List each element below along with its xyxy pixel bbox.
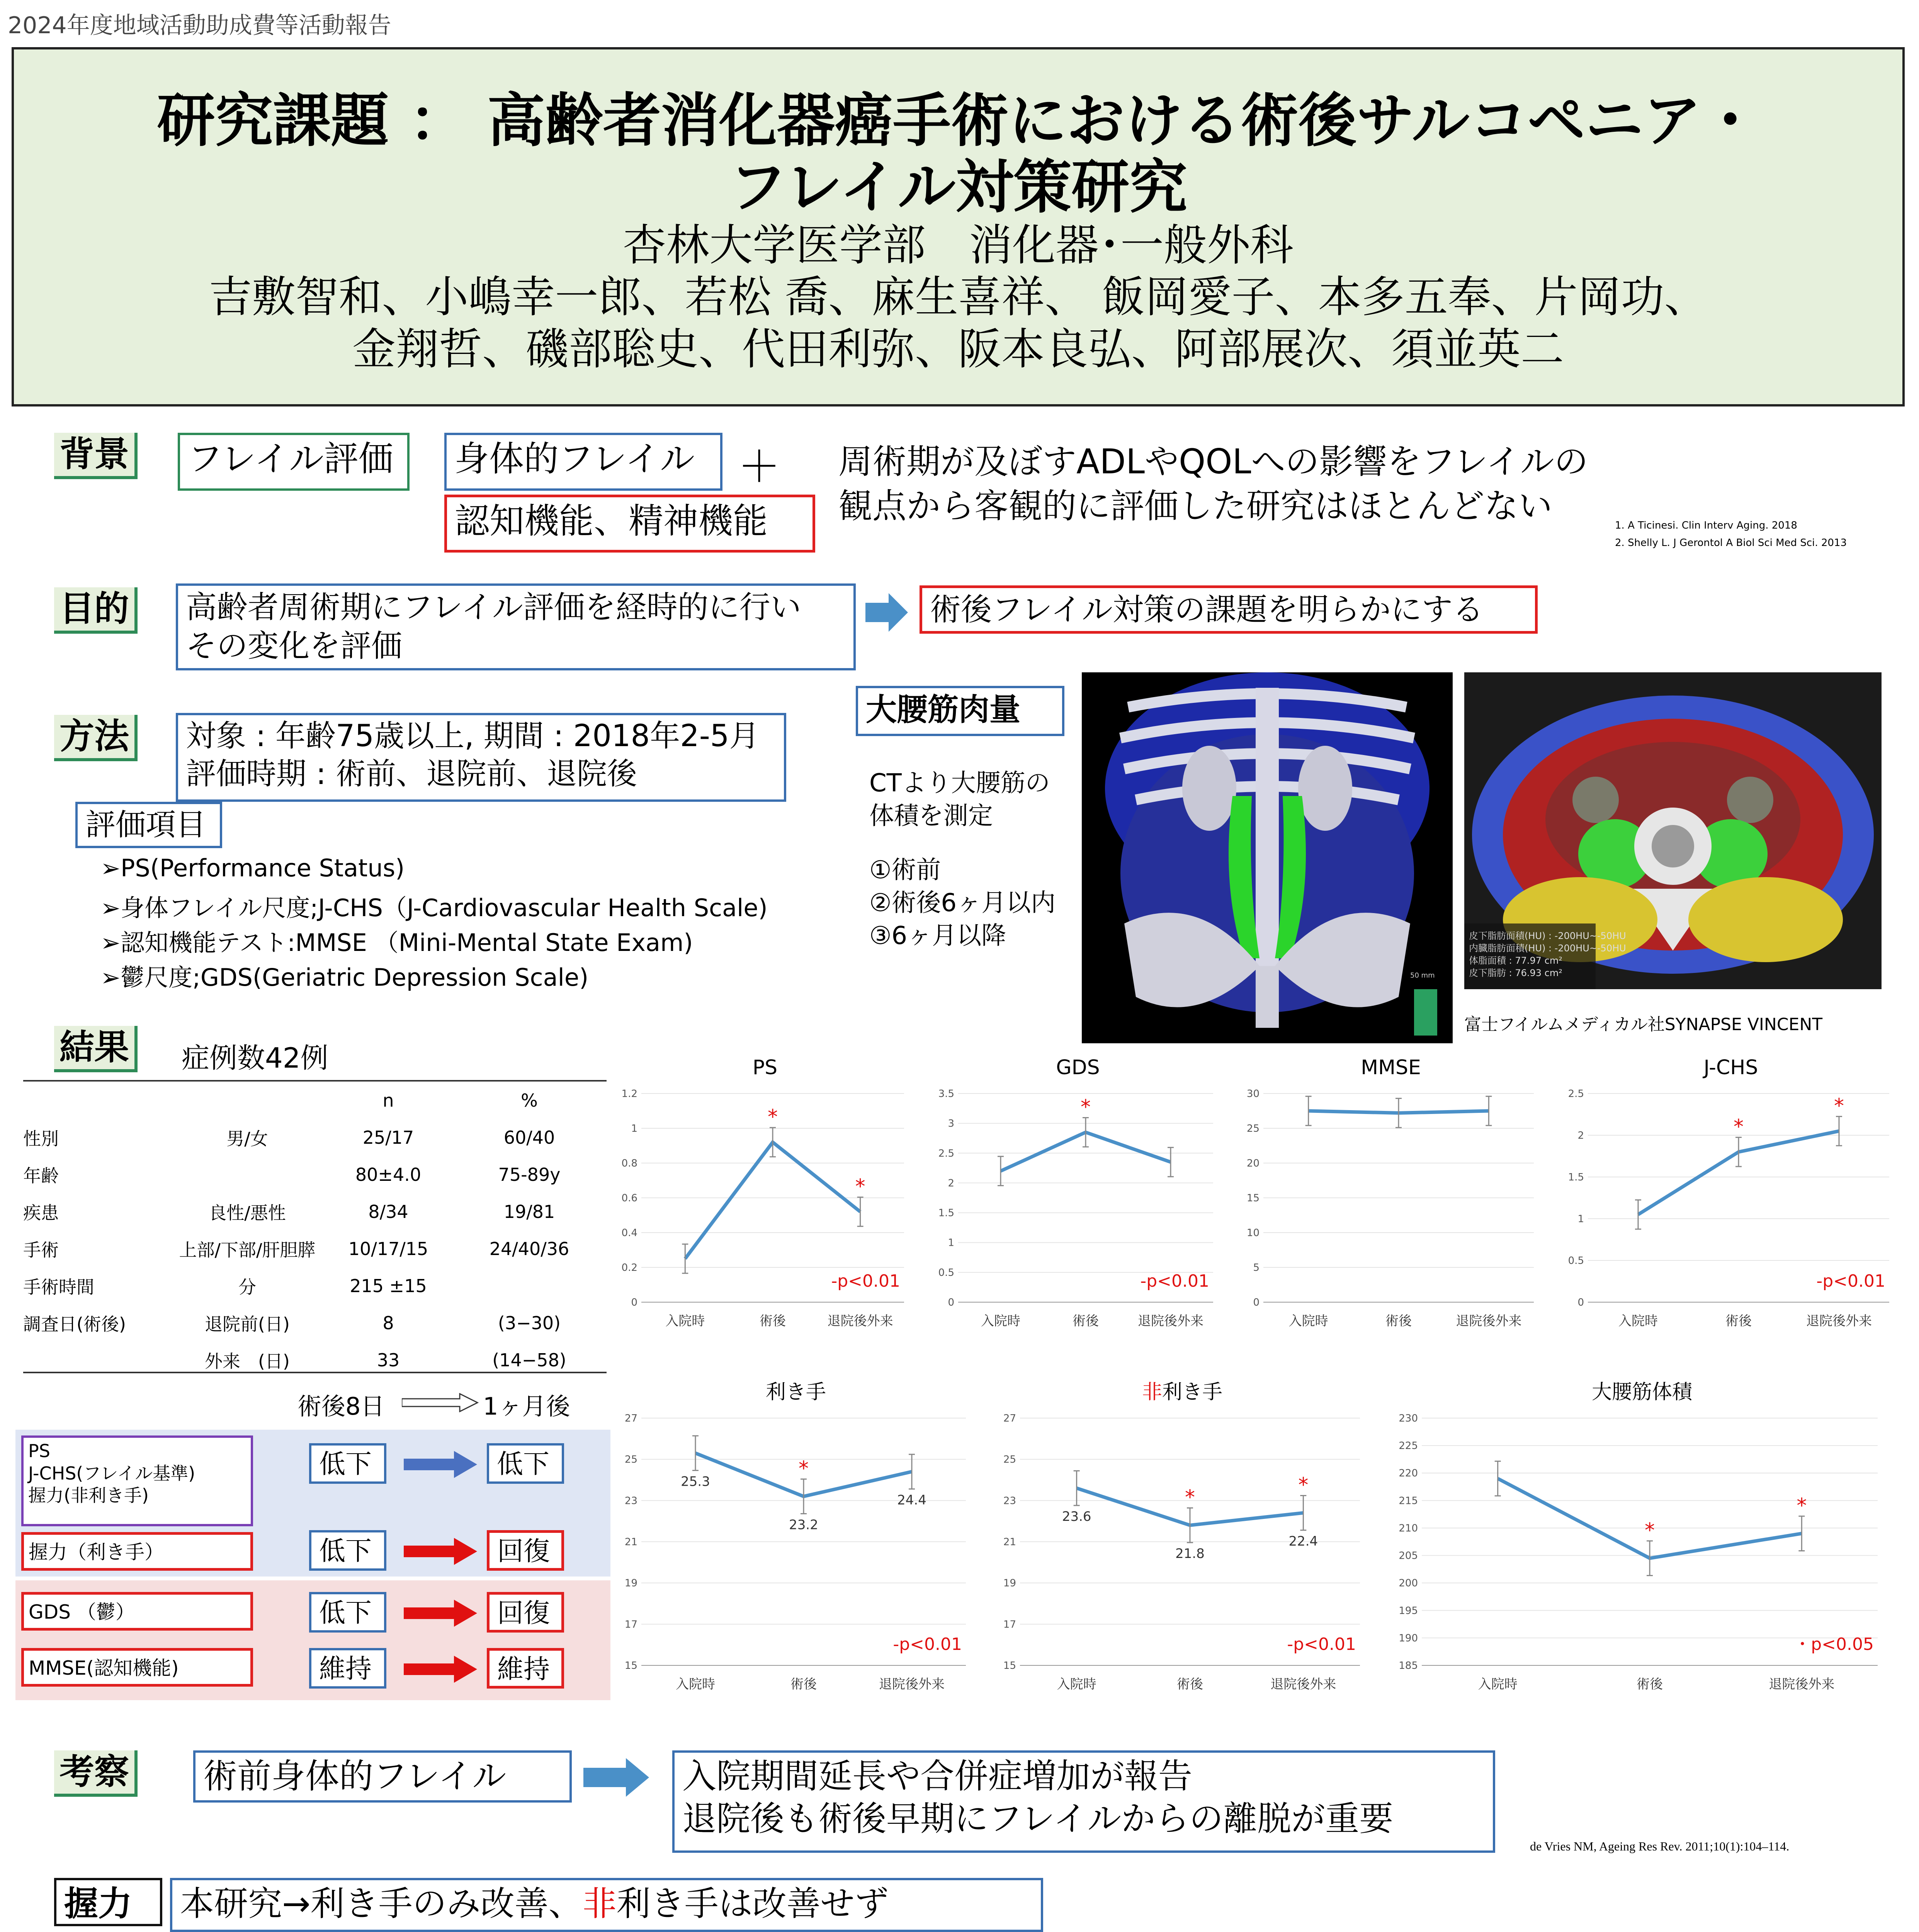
eval-item-3: ➢認知機能テスト:MMSE （Mini-Mental State Exam) (100, 929, 693, 957)
y-tick-label: 20 (1246, 1158, 1260, 1169)
ct-3d-psoas-image (1082, 672, 1453, 1043)
eval-item-1: ➢PS(Performance Status) (100, 854, 405, 882)
timing-2: ②術後6ヶ月以内 (869, 889, 1056, 917)
summary-label-row2: 握力（利き手） (21, 1532, 253, 1571)
case-count: 症例数42例 (182, 1042, 328, 1074)
data-label: 23.6 (1062, 1509, 1091, 1525)
chart-title: MMSE (1361, 1056, 1421, 1079)
series-line (685, 1142, 860, 1259)
significance-star: * (1797, 1494, 1807, 1517)
summary-row1-arrow-icon (404, 1451, 477, 1478)
reference-1: 1. A Ticinesi. Clin Interv Aging. 2018 (1615, 520, 1797, 531)
summary-row2-arrow-icon (404, 1538, 477, 1565)
table-row (23, 1193, 607, 1230)
discussion-text2: 退院後も術後早期にフレイルからの離脱が重要 (682, 1799, 1394, 1838)
chart-title: J-CHS (1703, 1056, 1758, 1079)
results-label: 結果 (54, 1026, 138, 1072)
ct-overlay-1: 皮下脂肪面積(HU) : -200HU~-50HU (1469, 930, 1626, 941)
grip-statement-post: 利き手は改善せず (616, 1884, 889, 1923)
x-tick-label: 術後 (1385, 1313, 1412, 1329)
grip-label: 握力 (54, 1878, 162, 1926)
x-tick-label: 退院後外来 (1769, 1677, 1835, 1692)
y-tick-label: 1.5 (938, 1207, 954, 1219)
purpose-arrow-icon (865, 593, 908, 632)
summary-row4-after: 維持 (487, 1648, 564, 1689)
chart-title: GDS (1056, 1056, 1100, 1079)
p-value-label: -p<0.01 (893, 1634, 962, 1654)
table-header-n: n (382, 1090, 394, 1111)
table-header-cell (170, 1082, 325, 1119)
background-text1: 周術期が及ぼすADLやQOLへの影響をフレイルの (838, 442, 1588, 481)
table-cell: 外来 (日) (205, 1351, 290, 1372)
affiliation: 杏林大学医学部 消化器･一般外科 (623, 220, 1293, 270)
y-tick-label: 23 (624, 1495, 637, 1507)
table-cell: 10/17/15 (348, 1238, 428, 1259)
authors-line2: 金翔哲、磯部聡史、代田利弥、阪本良弘、阿部展次、須並英二 (352, 324, 1564, 374)
table-cell: 8 (382, 1313, 394, 1333)
y-tick-label: 15 (1003, 1660, 1016, 1672)
significance-star: * (1834, 1094, 1844, 1118)
x-tick-label: 入院時 (1057, 1677, 1096, 1692)
table-row (23, 1119, 607, 1156)
y-tick-label: 0.8 (621, 1158, 637, 1169)
grip-statement (170, 1878, 1043, 1932)
title-line1: 研究課題 ： 高齢者消化器癌手術における術後サルコペニア・ (157, 87, 1759, 155)
table-cell: 25/17 (362, 1127, 414, 1148)
x-tick-label: 術後 (1725, 1313, 1752, 1329)
y-tick-label: 15 (1246, 1192, 1260, 1204)
reference-2: 2. Shelly L. J Gerontol A Biol Sci Med Sci. 2013 (1615, 537, 1847, 549)
table-cell: 24/40/36 (489, 1238, 569, 1259)
y-tick-label: 2 (948, 1177, 954, 1189)
table-bottom-rule (23, 1372, 607, 1373)
purpose-label: 目的 (54, 587, 138, 634)
x-tick-label: 入院時 (1288, 1313, 1328, 1329)
y-tick-label: 1 (948, 1237, 954, 1249)
summary-row1-before: 低下 (309, 1443, 386, 1484)
summary-row2-after: 回復 (487, 1530, 564, 1571)
table-cell: 80±4.0 (355, 1164, 422, 1185)
table-row (23, 1230, 607, 1267)
plus-sign: ＋ (738, 442, 780, 492)
chart-title: 利き手 (765, 1381, 826, 1404)
x-tick-label: 入院時 (981, 1313, 1020, 1329)
x-tick-label: 入院時 (1478, 1677, 1518, 1692)
table-header-row (23, 1082, 607, 1119)
y-tick-label: 19 (1003, 1577, 1016, 1589)
summary-label-row1: PS J-CHS(フレイル基準) 握力(非利き手) (21, 1435, 253, 1526)
table-cell: 8/34 (368, 1201, 408, 1222)
y-tick-label: 0.2 (621, 1262, 637, 1274)
y-tick-label: 185 (1399, 1660, 1418, 1672)
table-cell: 33 (377, 1350, 400, 1371)
y-tick-label: 0 (948, 1297, 954, 1308)
y-tick-label: 190 (1399, 1632, 1418, 1644)
significance-star: * (1645, 1519, 1655, 1542)
purpose-text2: その変化を評価 (186, 628, 402, 664)
summary-label-row3: GDS （鬱） (21, 1592, 253, 1631)
summary-row4-before: 維持 (309, 1648, 386, 1689)
y-tick-label: 25 (624, 1454, 637, 1466)
authors-line1: 吉敷智和、小嶋幸一郎、若松 喬、麻生喜祥、 飯岡愛子、本多五奉、片岡功、 (209, 272, 1708, 323)
table-cell: 手術時間 (23, 1277, 94, 1298)
y-tick-label: 230 (1399, 1413, 1418, 1424)
y-tick-label: 1 (1577, 1213, 1584, 1225)
table-cell: 215 ±15 (350, 1276, 427, 1296)
background-text2: 観点から客観的に評価した研究はほとんどない (838, 486, 1553, 526)
significance-star: * (799, 1457, 809, 1480)
p-value-label: -p<0.01 (831, 1271, 900, 1291)
physical-frail-box: 身体的フレイル (444, 433, 722, 491)
table-cell: 良性/悪性 (209, 1202, 286, 1223)
y-tick-label: 25 (1246, 1123, 1260, 1134)
y-tick-label: 220 (1399, 1468, 1418, 1480)
background-label: 背景 (54, 433, 138, 479)
vendor-credit: 富士フイルムメディカル社SYNAPSE VINCENT (1464, 1015, 1823, 1034)
x-tick-label: 入院時 (665, 1313, 705, 1329)
y-tick-label: 17 (624, 1619, 637, 1631)
summary-row1-after: 低下 (487, 1443, 564, 1484)
frail-eval-box: フレイル評価 (178, 433, 410, 491)
table-cell: 年齢 (23, 1165, 59, 1186)
p-value-label: ・p<0.05 (1794, 1634, 1874, 1654)
y-tick-label: 0.4 (621, 1227, 637, 1239)
method-line1: 対象 : 年齢75歳以上, 期間 : 2018年2-5月 (186, 719, 760, 753)
chart-grip-nondominant (989, 1376, 1375, 1716)
summary-row3-before: 低下 (309, 1592, 386, 1633)
significance-star: * (855, 1175, 865, 1199)
x-tick-label: 術後 (760, 1313, 786, 1329)
x-tick-label: 術後 (1073, 1313, 1099, 1329)
timing-1: ①術前 (869, 856, 941, 884)
significance-star: * (1081, 1095, 1091, 1119)
table-cell: 60/40 (503, 1127, 555, 1148)
method-label: 方法 (54, 715, 138, 761)
y-tick-label: 1.2 (621, 1088, 637, 1100)
ct-axial-image (1464, 672, 1882, 989)
y-tick-label: 2 (1577, 1130, 1584, 1141)
table-cell: 疾患 (23, 1202, 59, 1223)
y-tick-label: 17 (1003, 1619, 1016, 1631)
discussion-reference: de Vries NM, Ageing Res Rev. 2011;10(1):104–114. (1530, 1839, 1790, 1853)
grip-statement-pre: 本研究→利き手のみ改善、 (180, 1884, 583, 1923)
scale-text: 50 mm (1410, 971, 1435, 980)
chart-psoas-volume (1391, 1376, 1893, 1716)
y-tick-label: 205 (1399, 1550, 1418, 1562)
chart-title-rest: 利き手 (1162, 1381, 1223, 1404)
y-tick-label: 2.5 (938, 1148, 954, 1160)
discussion-arrow-icon (583, 1758, 649, 1797)
chart-title: PS (752, 1056, 778, 1079)
discussion-label: 考察 (54, 1750, 138, 1797)
p-value-label: -p<0.01 (1816, 1271, 1885, 1291)
y-tick-label: 1 (631, 1123, 637, 1134)
summary-col2-header: 1ヶ月後 (483, 1392, 570, 1420)
table-cell: 75-89y (498, 1164, 561, 1185)
summary-row3-arrow-icon (404, 1600, 477, 1627)
x-tick-label: 入院時 (676, 1677, 715, 1692)
chart-title: 大腰筋体積 (1591, 1381, 1693, 1404)
table-cell: 19/81 (503, 1201, 555, 1222)
psoas-desc2: 体積を測定 (869, 802, 993, 830)
title-line2: フレイル対策研究 (729, 154, 1188, 221)
x-tick-label: 退院後外来 (827, 1313, 893, 1329)
x-tick-label: 退院後外来 (879, 1677, 945, 1692)
p-value-label: -p<0.01 (1287, 1634, 1356, 1654)
summary-label-row4: MMSE(認知機能) (21, 1648, 253, 1687)
discussion-box (672, 1750, 1495, 1853)
table-row (23, 1304, 607, 1342)
y-tick-label: 15 (624, 1660, 637, 1672)
chart-title (1142, 1381, 1222, 1404)
y-tick-label: 215 (1399, 1495, 1418, 1507)
data-label: 21.8 (1175, 1546, 1205, 1562)
summary-row2-before: 低下 (309, 1530, 386, 1571)
data-label: 25.3 (681, 1474, 710, 1490)
method-box (176, 713, 786, 802)
y-tick-label: 200 (1399, 1577, 1418, 1589)
table-cell: (14−58) (492, 1350, 566, 1371)
table-cell: 分 (238, 1277, 256, 1298)
y-tick-label: 0 (1253, 1297, 1260, 1308)
psoas-desc1: CTより大腰筋の (869, 769, 1050, 798)
table-cell (170, 1156, 325, 1193)
y-tick-label: 27 (624, 1413, 637, 1424)
y-tick-label: 2.5 (1568, 1088, 1584, 1100)
y-tick-label: 0.5 (938, 1267, 954, 1279)
ct-overlay-4: 皮下脂肪 : 76.93 cm² (1469, 968, 1562, 978)
chart-ps (610, 1051, 920, 1352)
summary-row3-after: 回復 (487, 1592, 564, 1633)
chart-title-red: 非 (1142, 1381, 1162, 1404)
title-box (12, 47, 1905, 406)
discussion-text1: 入院期間延長や合併症増加が報告 (682, 1756, 1193, 1796)
table-cell: 性別 (23, 1128, 59, 1149)
demographics-table (23, 1082, 607, 1379)
grip-statement-red: 非 (582, 1884, 617, 1923)
header-note: 2024年度地域活動助成費等活動報告 (8, 12, 391, 39)
y-tick-label: 21 (1003, 1536, 1016, 1548)
y-tick-label: 225 (1399, 1440, 1418, 1452)
chart-gds (927, 1051, 1229, 1352)
x-tick-label: 退院後外来 (1456, 1313, 1522, 1329)
method-line2: 評価時期 : 術前、退院前、退院後 (186, 756, 637, 791)
y-tick-label: 19 (624, 1577, 637, 1589)
table-header-cell (23, 1082, 170, 1119)
y-tick-label: 5 (1253, 1262, 1260, 1274)
summary-row4-arrow-icon (404, 1656, 477, 1683)
timing-3: ③6ヶ月以降 (869, 922, 1006, 950)
purpose-text1: 高齢者周術期にフレイル評価を経時的に行い (186, 589, 801, 625)
ct-overlay-3: 体脂面積 : 77.97 cm² (1469, 955, 1562, 966)
significance-star: * (768, 1105, 778, 1129)
x-tick-label: 入院時 (1618, 1313, 1658, 1329)
purpose-result-box: 術後フレイル対策の課題を明らかにする (920, 585, 1538, 634)
y-tick-label: 27 (1003, 1413, 1016, 1424)
data-label: 24.4 (897, 1492, 926, 1508)
x-tick-label: 術後 (1637, 1677, 1663, 1692)
significance-star: * (1298, 1473, 1309, 1497)
psoas-measure-label: 大腰筋肉量 (856, 686, 1064, 736)
table-cell: 調査日(術後) (23, 1314, 126, 1335)
significance-star: * (1734, 1115, 1744, 1139)
y-tick-label: 30 (1246, 1088, 1260, 1100)
ct-overlay-2: 内臓脂肪面積(HU) : -200HU~-50HU (1469, 943, 1626, 954)
y-tick-label: 23 (1003, 1495, 1016, 1507)
x-tick-label: 術後 (1177, 1677, 1203, 1692)
eval-item-2: ➢身体フレイル尺度;J-CHS（J-Cardiovascular Health Scale) (100, 894, 768, 922)
table-cell (452, 1267, 607, 1304)
y-tick-label: 0 (631, 1297, 637, 1308)
chart-mmse (1232, 1051, 1549, 1352)
table-cell: (3−30) (498, 1313, 561, 1333)
y-tick-label: 3 (948, 1118, 954, 1130)
x-tick-label: 退院後外来 (1270, 1677, 1336, 1692)
y-tick-label: 0.5 (1568, 1255, 1584, 1267)
pre-frail-box: 術前身体的フレイル (193, 1750, 572, 1803)
x-tick-label: 退院後外来 (1806, 1313, 1872, 1329)
y-tick-label: 195 (1399, 1605, 1418, 1617)
x-tick-label: 術後 (790, 1677, 817, 1692)
table-cell: 手術 (23, 1240, 59, 1260)
y-tick-label: 10 (1246, 1227, 1260, 1239)
chart-jchs (1557, 1051, 1905, 1352)
table-cell: 上部/下部/肝胆膵 (179, 1240, 316, 1260)
summary-header-arrow-icon (402, 1393, 479, 1412)
eval-items-label: 評価項目 (75, 802, 222, 848)
significance-star: * (1185, 1486, 1195, 1509)
cognitive-box: 認知機能、精神機能 (444, 495, 815, 553)
table-cell: 男/女 (226, 1128, 268, 1149)
y-tick-label: 25 (1003, 1454, 1016, 1466)
summary-col1-header: 術後8日 (297, 1392, 385, 1420)
purpose-box (176, 583, 856, 670)
y-tick-label: 0 (1577, 1297, 1584, 1308)
y-tick-label: 0.6 (621, 1192, 637, 1204)
chart-grip-dominant (610, 1376, 981, 1716)
y-tick-label: 210 (1399, 1522, 1418, 1534)
table-top-rule (23, 1080, 607, 1082)
data-label: 22.4 (1288, 1534, 1318, 1549)
y-tick-label: 1.5 (1568, 1172, 1584, 1183)
table-row (23, 1156, 607, 1193)
table-row (23, 1267, 607, 1304)
y-tick-label: 21 (624, 1536, 637, 1548)
table-header-percent: % (521, 1090, 538, 1111)
eval-item-4: ➢鬱尺度;GDS(Geriatric Depression Scale) (100, 963, 589, 992)
p-value-label: -p<0.01 (1140, 1271, 1209, 1291)
x-tick-label: 退院後外来 (1138, 1313, 1203, 1329)
data-label: 23.2 (789, 1517, 818, 1533)
y-tick-label: 3.5 (938, 1088, 954, 1100)
table-cell: 退院前(日) (205, 1314, 290, 1335)
